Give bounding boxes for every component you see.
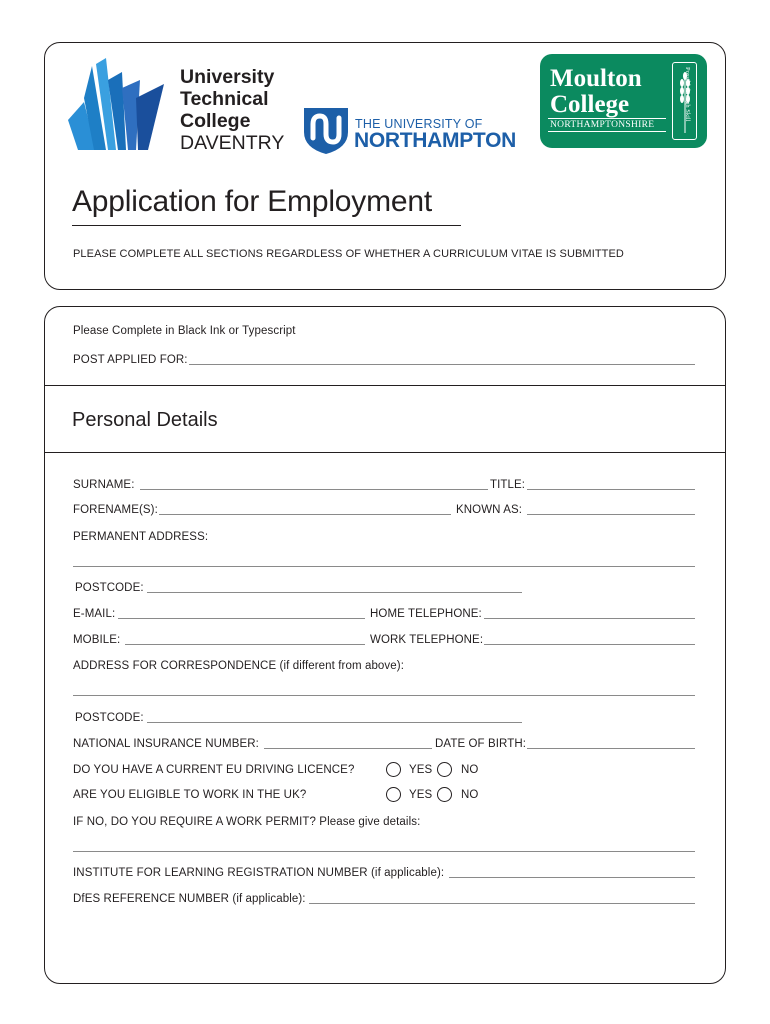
- section-divider-bottom: [44, 452, 726, 453]
- section-divider-top: [44, 385, 726, 386]
- postcode2-label: POSTCODE:: [75, 712, 144, 724]
- moulton-line2: College: [550, 91, 630, 118]
- utc-logo-text: [180, 66, 274, 132]
- eligible-uk-yes-radio[interactable]: [386, 787, 401, 802]
- driving-licence-label: DO YOU HAVE A CURRENT EU DRIVING LICENCE?: [73, 764, 355, 776]
- moulton-line3: NORTHAMPTONSHIRE: [550, 120, 655, 130]
- dob-field[interactable]: [527, 748, 695, 749]
- utc-line3: College: [180, 110, 251, 132]
- surname-label: SURNAME:: [73, 479, 135, 491]
- post-applied-field[interactable]: [189, 364, 695, 365]
- forenames-field[interactable]: [159, 514, 451, 515]
- forenames-label: FORENAME(S):: [73, 504, 158, 516]
- known-as-label: KNOWN AS:: [456, 504, 523, 516]
- ifl-number-field[interactable]: [449, 877, 695, 878]
- work-permit-label: IF NO, DO YOU REQUIRE A WORK PERMIT? Please give details:: [73, 816, 421, 828]
- eligible-uk-no-label: NO: [461, 789, 479, 801]
- driving-licence-no-radio[interactable]: [437, 762, 452, 777]
- home-telephone-label: HOME TELEPHONE:: [370, 608, 482, 620]
- dfes-number-label: DfES REFERENCE NUMBER (if applicable):: [73, 893, 306, 905]
- known-as-field[interactable]: [527, 514, 695, 515]
- dob-label: DATE OF BIRTH:: [435, 738, 527, 750]
- northampton-shield-icon: [300, 104, 352, 156]
- instruction-text: PLEASE COMPLETE ALL SECTIONS REGARDLESS OF WHETHER A CURRICULUM VITAE IS SUBMITTED: [73, 248, 624, 260]
- mobile-field[interactable]: [125, 644, 365, 645]
- surname-field[interactable]: [140, 489, 488, 490]
- eligible-uk-label: ARE YOU ELIGIBLE TO WORK IN THE UK?: [73, 789, 307, 801]
- postcode2-field[interactable]: [147, 722, 522, 723]
- work-telephone-label: WORK TELEPHONE:: [370, 634, 484, 646]
- utc-logo-icon: [66, 58, 168, 153]
- title-label: TITLE:: [490, 479, 526, 491]
- correspondence-address-label: ADDRESS FOR CORRESPONDENCE (if different from above):: [73, 660, 404, 672]
- title-divider: [72, 225, 461, 226]
- utc-line4: DAVENTRY: [180, 132, 285, 154]
- eligible-uk-no-radio[interactable]: [437, 787, 452, 802]
- permanent-address-field[interactable]: [73, 566, 695, 567]
- title-field[interactable]: [527, 489, 695, 490]
- permanent-address-label: PERMANENT ADDRESS:: [73, 531, 209, 543]
- moulton-tagline: Possibl through Skill: [684, 67, 691, 122]
- ni-number-field[interactable]: [264, 748, 432, 749]
- eligible-uk-yes-label: YES: [409, 789, 433, 801]
- northampton-line1: THE UNIVERSITY OF: [355, 117, 483, 131]
- moulton-tagline-box: [672, 62, 697, 140]
- email-label: E-MAIL:: [73, 608, 116, 620]
- moulton-line1: Moulton: [550, 65, 642, 92]
- correspondence-address-field[interactable]: [73, 695, 695, 696]
- postcode-label: POSTCODE:: [75, 582, 144, 594]
- post-applied-label: POST APPLIED FOR:: [73, 354, 188, 366]
- ifl-number-label: INSTITUTE FOR LEARNING REGISTRATION NUMBER (if applicable):: [73, 867, 445, 879]
- mobile-label: MOBILE:: [73, 634, 121, 646]
- utc-line1: University: [180, 66, 275, 88]
- ni-number-label: NATIONAL INSURANCE NUMBER:: [73, 738, 259, 750]
- postcode-field[interactable]: [147, 592, 522, 593]
- utc-line2: Technical: [180, 88, 269, 110]
- ink-note: Please Complete in Black Ink or Typescript: [73, 325, 296, 337]
- northampton-line2: NORTHAMPTON: [354, 129, 516, 152]
- page-title: Application for Employment: [72, 185, 432, 218]
- dfes-number-field[interactable]: [309, 903, 695, 904]
- email-field[interactable]: [118, 618, 365, 619]
- driving-licence-no-label: NO: [461, 764, 479, 776]
- work-telephone-field[interactable]: [484, 644, 695, 645]
- section-title: Personal Details: [72, 409, 218, 431]
- driving-licence-yes-radio[interactable]: [386, 762, 401, 777]
- work-permit-field[interactable]: [73, 851, 695, 852]
- moulton-logo: [540, 54, 707, 148]
- driving-licence-yes-label: YES: [409, 764, 433, 776]
- home-telephone-field[interactable]: [484, 618, 695, 619]
